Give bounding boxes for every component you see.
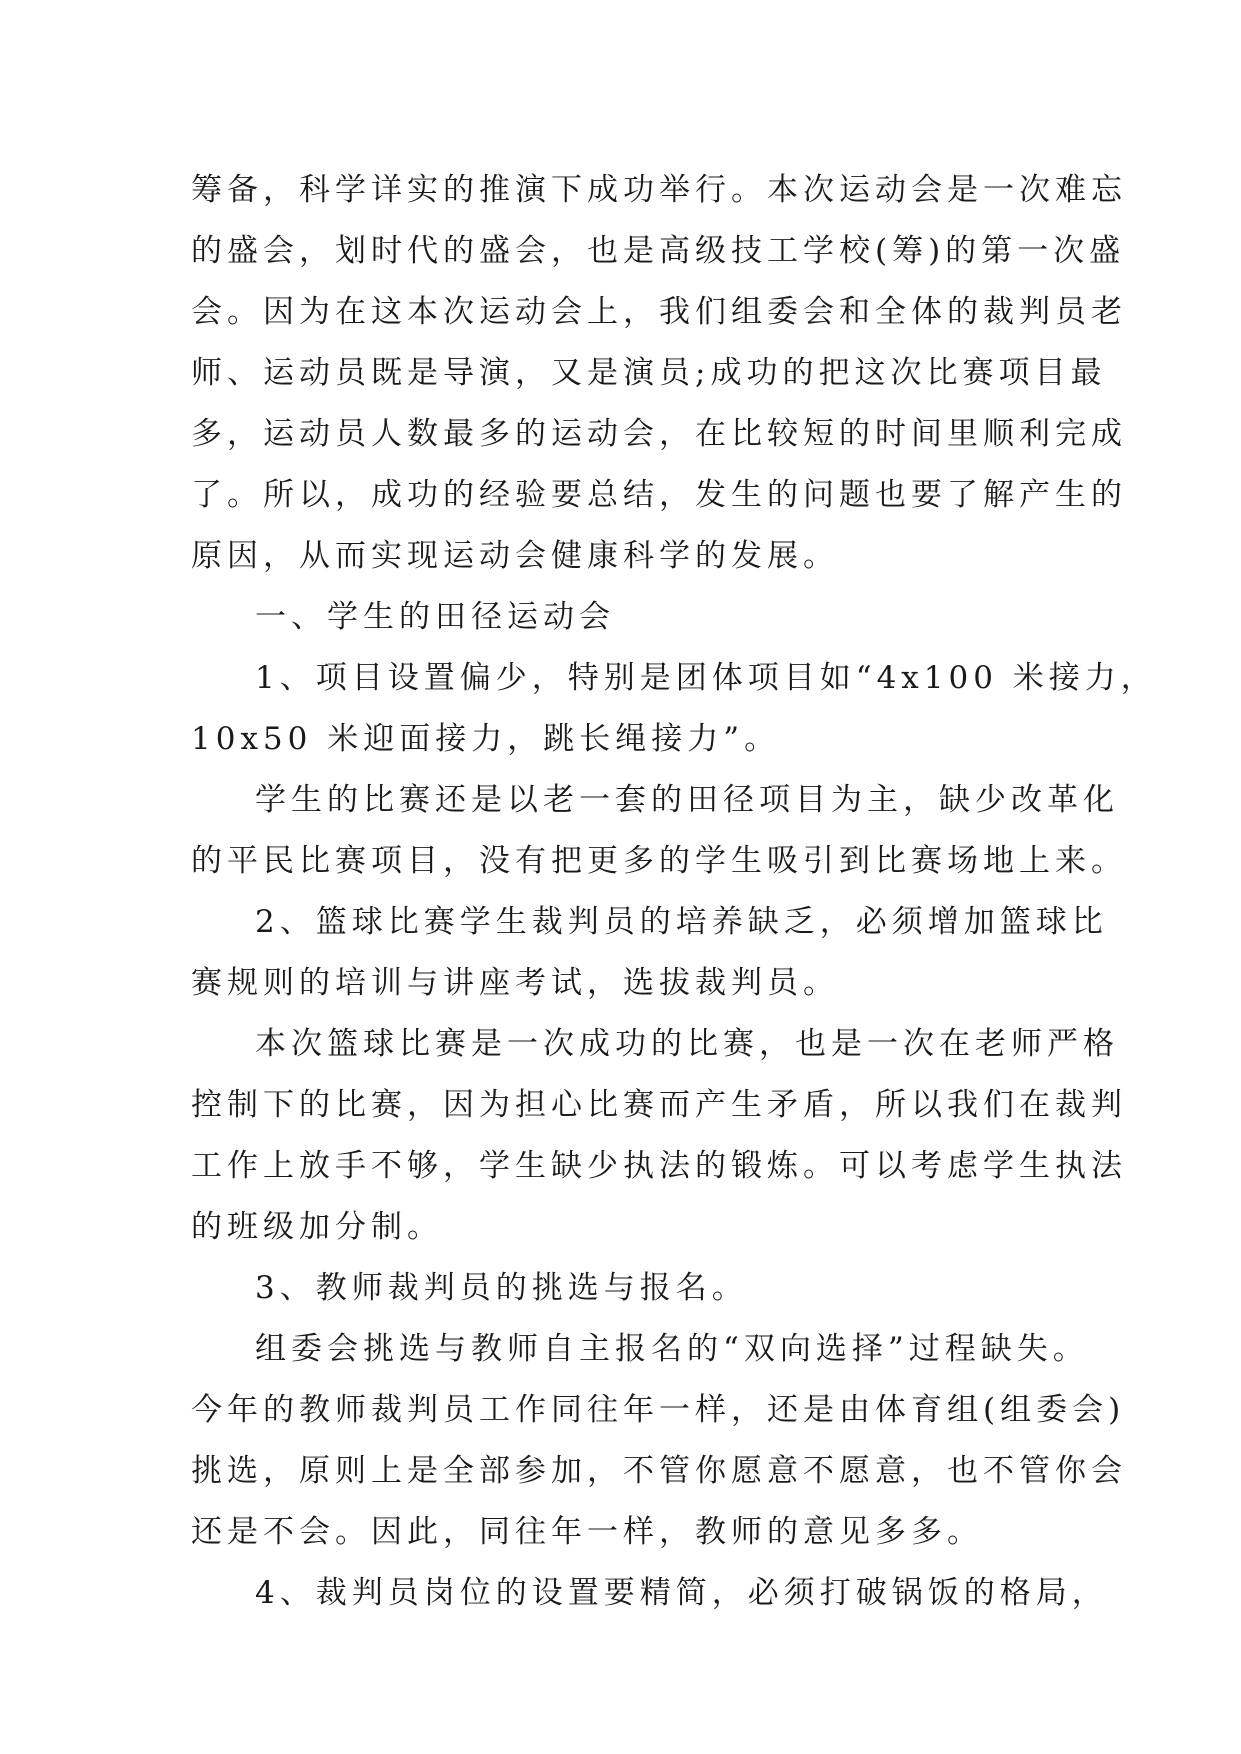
text-line: 挑选，原则上是全部参加，不管你愿意不愿意，也不管你会 xyxy=(191,1453,1127,1489)
text-line: 师、运动员既是导演，又是演员;成功的把这次比赛项目最 xyxy=(191,355,1107,391)
text-line: 1、项目设置偏少，特别是团体项目如“4x100 米接力， xyxy=(255,660,1157,696)
text-line: 本次篮球比赛是一次成功的比赛，也是一次在老师严格 xyxy=(255,1026,1119,1062)
text-line: 赛规则的培训与讲座考试，选拔裁判员。 xyxy=(191,965,839,1001)
text-line: 工作上放手不够，学生缺少执法的锻炼。可以考虑学生执法 xyxy=(191,1148,1127,1184)
section-heading: 一、学生的田径运动会 xyxy=(255,599,615,635)
text-line: 2、篮球比赛学生裁判员的培养缺乏，必须增加篮球比 xyxy=(255,904,1108,940)
text-line: 还是不会。因此，同往年一样，教师的意见多多。 xyxy=(191,1514,983,1550)
text-line: 组委会挑选与教师自主报名的“双向选择”过程缺失。 xyxy=(255,1331,1089,1367)
text-line: 的班级加分制。 xyxy=(191,1209,443,1245)
text-line: 3、教师裁判员的挑选与报名。 xyxy=(255,1270,748,1306)
text-line: 4、裁判员岗位的设置要精简，必须打破锅饭的格局， xyxy=(255,1575,1108,1611)
text-line: 10x50 米迎面接力，跳长绳接力”。 xyxy=(191,721,781,757)
text-line: 多，运动员人数最多的运动会，在比较短的时间里顺利完成 xyxy=(191,416,1127,452)
text-line: 的盛会，划时代的盛会，也是高级技工学校(筹)的第一次盛 xyxy=(191,233,1126,269)
text-line: 控制下的比赛，因为担心比赛而产生矛盾，所以我们在裁判 xyxy=(191,1087,1127,1123)
text-line: 学生的比赛还是以老一套的田径项目为主，缺少改革化 xyxy=(255,782,1119,818)
document-body xyxy=(191,160,1157,1624)
text-line: 筹备，科学详实的推演下成功举行。本次运动会是一次难忘 xyxy=(191,172,1127,208)
text-line: 原因，从而实现运动会健康科学的发展。 xyxy=(191,538,839,574)
text-line: 会。因为在这本次运动会上，我们组委会和全体的裁判员老 xyxy=(191,294,1127,330)
text-line: 今年的教师裁判员工作同往年一样，还是由体育组(组委会) xyxy=(191,1392,1126,1428)
text-line: 了。所以，成功的经验要总结，发生的问题也要了解产生的 xyxy=(191,477,1127,513)
text-line: 的平民比赛项目，没有把更多的学生吸引到比赛场地上来。 xyxy=(191,843,1127,879)
